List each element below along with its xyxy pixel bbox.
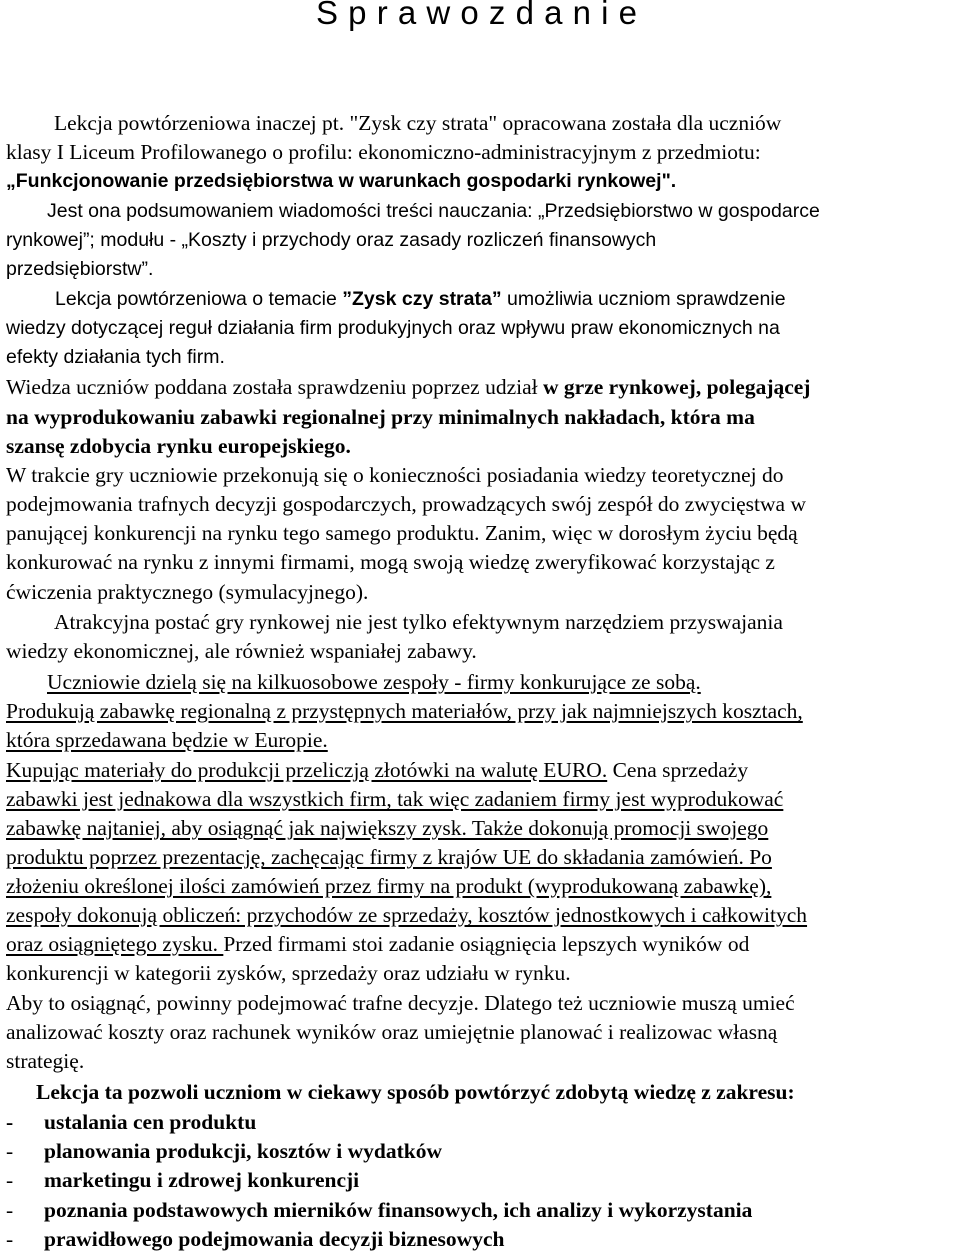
paragraph-rules-line: produktu poprzez prezentację, zachęcając firmy z krajów UE do składania zamówień. Po <box>6 845 772 869</box>
paragraph-topic-line: wiedzy dotyczącej reguł działania firm produkyjnych oraz wpływu praw ekonomicznych na <box>6 317 780 339</box>
paragraph-attractive-line: Atrakcyjna postać gry rynkowej nie jest tylko efektywnym narzędziem przyswajania <box>54 610 783 634</box>
paragraph-strategy-line: analizować koszty oraz rachunek wyników oraz umiejętnie planować i realizowac własną <box>6 1020 778 1044</box>
paragraph-rules-line: zabawkę najtaniej, aby osiągnąć jak największy zysk. Także dokonują promocji swojego <box>6 816 769 840</box>
paragraph-rules-line: Produkują zabawkę regionalną z przystępnych materiałów, przy jak najmniejszych kosztach, <box>6 699 803 723</box>
scope-list-item: - prawidłowego podejmowania decyzji biznesowych <box>6 1227 505 1251</box>
paragraph-course-line: konkurować na rynku z innymi firmami, mogą swoją wiedzę zweryfikować korzystając z <box>6 550 775 574</box>
scope-list-item: - ustalania cen produktu <box>6 1110 257 1134</box>
scope-list-item: - poznania podstawowych mierników finansowych, ich analizy i wykorzystania <box>6 1198 753 1222</box>
paragraph-intro-line: klasy I Liceum Profilowanego o profilu: ekonomiczno-administracyjnym z przedmiotu: <box>6 140 761 164</box>
paragraph-rules-line: konkurencji w kategorii zysków, sprzedaży oraz udziału w rynku. <box>6 961 571 985</box>
paragraph-rules-line: Kupując materiały do produkcji przeliczją złotówki na walutę EURO. Cena sprzedaży <box>6 758 749 782</box>
paragraph-rules-line: Uczniowie dzielą się na kilkuosobowe zespoły - firmy konkurujące ze sobą. <box>47 670 701 694</box>
paragraph-rules-line: oraz osiągniętego zysku. Przed firmami stoi zadanie osiągnięcia lepszych wyników od <box>6 932 750 956</box>
paragraph-topic-line: Lekcja powtórzeniowa o temacie ”Zysk czy strata” umożliwia uczniom sprawdzenie <box>55 288 786 310</box>
paragraph-strategy-line: strategię. <box>6 1049 85 1073</box>
paragraph-game-line: na wyprodukowaniu zabawki regionalnej przy minimalnych nakładach, która ma <box>6 405 755 429</box>
paragraph-course-line: podejmowania trafnych decyzji gospodarczych, prowadzących swój zespół do zwycięstwa w <box>6 492 806 516</box>
paragraph-intro-line: Lekcja powtórzeniowa inaczej pt. "Zysk czy strata" opracowana została dla uczniów <box>54 111 782 135</box>
paragraph-course-line: panującej konkurencji na rynku tego samego produktu. Zanim, więc w dorosłym życiu będą <box>6 521 798 545</box>
paragraph-rules-line: zespoły dokonują obliczeń: przychodów ze sprzedaży, kosztów jednostkowych i całkowitych <box>6 903 808 927</box>
paragraph-rules-line: złożeniu określonej ilości zamówień przez firmy na produkt (wyprodukowaną zabawkę), <box>6 874 772 898</box>
paragraph-summary-line: przedsiębiorstw”. <box>6 258 154 280</box>
paragraph-course-line: W trakcie gry uczniowie przekonują się o konieczności posiadania wiedzy teoretycznej do <box>6 463 784 487</box>
document-title: S p r a w o z d a n i e <box>316 0 638 31</box>
paragraph-strategy-line: Aby to osiągnąć, powinny podejmować trafne decyzje. Dlatego też uczniowie muszą umieć <box>6 991 795 1015</box>
scope-list-item: - marketingu i zdrowej konkurencji <box>6 1168 360 1192</box>
paragraph-rules-line: która sprzedawana będzie w Europie. <box>6 728 328 752</box>
subject-title: „Funkcjonowanie przedsiębiorstwa w warunkach gospodarki rynkowej". <box>6 170 677 192</box>
paragraph-game-line: szansę zdobycia rynku europejskiego. <box>6 434 351 458</box>
scope-list-item: - planowania produkcji, kosztów i wydatków <box>6 1139 443 1163</box>
paragraph-rules-line: zabawki jest jednakowa dla wszystkich firm, tak więc zadaniem firmy jest wyprodukować <box>6 787 784 811</box>
paragraph-game-line: Wiedza uczniów poddana została sprawdzeniu poprzez udział w grze rynkowej, polegającej <box>6 375 811 399</box>
paragraph-summary-line: Jest ona podsumowaniem wiadomości treści nauczania: „Przedsiębiorstwo w gospodarce <box>47 200 820 222</box>
lesson-topic: ”Zysk czy strata” <box>342 288 502 310</box>
paragraph-topic-line: efekty działania tych firm. <box>6 346 225 368</box>
paragraph-attractive-line: wiedzy ekonomicznej, ale również wspaniałej zabawy. <box>6 639 477 663</box>
paragraph-summary-line: rynkowej”; modułu - „Koszty i przychody oraz zasady rozliczeń finansowych <box>6 229 657 251</box>
paragraph-course-line: ćwiczenia praktycznego (symulacyjnego). <box>6 580 369 604</box>
scope-heading: Lekcja ta pozwoli uczniom w ciekawy sposób powtórzyć zdobytą wiedzę z zakresu: <box>36 1080 795 1104</box>
